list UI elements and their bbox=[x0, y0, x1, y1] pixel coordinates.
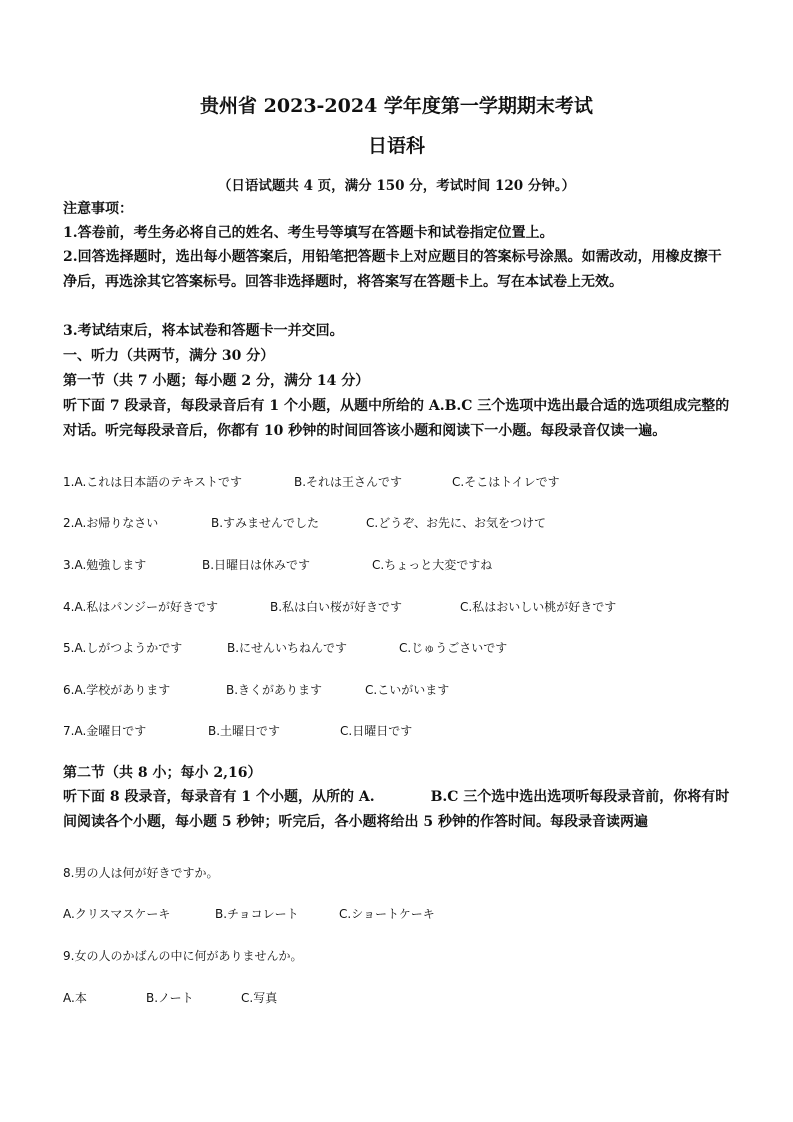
option-c: C.日曜日です bbox=[340, 724, 413, 738]
option-c: C.どうぞ、お先に、お気をつけて bbox=[366, 516, 546, 530]
section2-heading: 第二节（共 8 小；每小 2,16） bbox=[63, 765, 262, 781]
listening-heading: 一、听力（共两节，满分 30 分） bbox=[63, 348, 275, 364]
option-a: A.クリスマスケーキ bbox=[63, 907, 171, 921]
option-a: 1.A.これは日本語のテキストです bbox=[63, 475, 243, 489]
question-8-stem: 8.男の人は何が好きですか。 bbox=[63, 866, 219, 880]
exam-subject: 日语科 bbox=[367, 135, 425, 157]
instruction-item-1: 1.答卷前，考生务必将自己的姓名、考生号等填写在答题卡和试卷指定位置上。 bbox=[63, 225, 554, 241]
option-b: B.チョコレート bbox=[215, 907, 299, 921]
option-a: 5.A.しがつようかです bbox=[63, 641, 183, 655]
option-c: C.写真 bbox=[241, 991, 278, 1005]
option-c: C.ショートケーキ bbox=[339, 907, 435, 921]
option-b: B.私は白い桜が好きです bbox=[270, 600, 403, 614]
option-b: B.日曜日は休みです bbox=[202, 558, 311, 572]
option-b: B.きくがあります bbox=[226, 683, 323, 697]
option-c: C.ちょっと大変ですね bbox=[372, 558, 493, 572]
instruction-item-3: 3.考试结束后，将本试卷和答题卡一并交回。 bbox=[63, 323, 344, 339]
instruction-item-2: 2.回答选择题时，选出每小题答案后，用铅笔把答题卡上对应题目的答案标号涂黑。如需改动，用橡皮擦干净后，再选涂其它答案标号。回答非选择题时，将答案写在答题卡上。写在本试卷上无效。 bbox=[63, 249, 722, 290]
option-a: A.本 bbox=[63, 991, 87, 1005]
section2-directions: 听下面 8 段录音，每录音有 1 个小题，从所的 A. B.C 三个选中选出选项听每段录音前，你将有时间阅读各个小题，每小题 5 秒钟；听完后，各小题将给出 5 秒钟的作答时间。每段录音读两遍 bbox=[63, 789, 730, 830]
exam-title: 贵州省 2023-2024 学年度第一学期期末考试 bbox=[200, 95, 593, 117]
option-b: B.ノート bbox=[146, 991, 194, 1005]
section1-directions: 听下面 7 段录音，每段录音后有 1 个小题，从题中所给的 A.B.C 三个选项中选出最合适的选项组成完整的对话。听完每段录音后，你都有 10 秒钟的时间回答该小题和阅读下一小题。每段录音仅读一遍。 bbox=[63, 398, 730, 439]
option-b: B.すみませんでした bbox=[211, 516, 320, 530]
instructions-heading: 注意事项： bbox=[63, 201, 133, 217]
option-a: 6.A.学校があります bbox=[63, 683, 171, 697]
section1-heading: 第一节（共 7 小题；每小题 2 分，满分 14 分） bbox=[63, 373, 370, 389]
option-a: 2.A.お帰りなさい bbox=[63, 516, 159, 530]
option-c: C.そこはトイレです bbox=[452, 475, 560, 489]
option-c: C.こいがいます bbox=[365, 683, 450, 697]
option-c: C.私はおいしい桃が好きです bbox=[460, 600, 617, 614]
option-b: B.それは王さんです bbox=[294, 475, 403, 489]
option-b: B.にせんいちねんです bbox=[227, 641, 348, 655]
option-a: 7.A.金曜日です bbox=[63, 724, 147, 738]
option-c: C.じゅうごさいです bbox=[399, 641, 508, 655]
option-a: 4.A.私はパンジーが好きです bbox=[63, 600, 218, 614]
option-a: 3.A.勉強します bbox=[63, 558, 147, 572]
option-b: B.土曜日です bbox=[208, 724, 281, 738]
exam-note: （日语试题共 4 页，满分 150 分，考试时间 120 分钟。） bbox=[217, 178, 576, 194]
question-9-stem: 9.女の人のかばんの中に何がありませんか。 bbox=[63, 949, 303, 963]
